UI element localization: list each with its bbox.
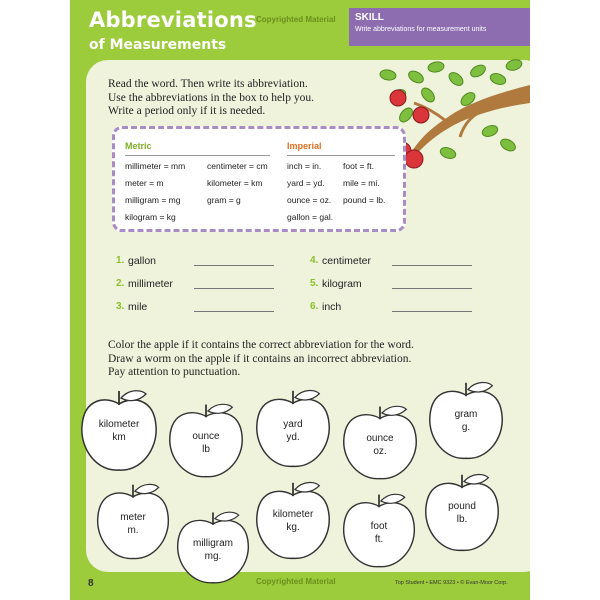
- exercise-number: 2.: [116, 278, 125, 289]
- answer-line[interactable]: [392, 311, 472, 312]
- apple-abbreviation: g.: [461, 422, 471, 433]
- instruction-line: Pay attention to punctuation.: [108, 366, 241, 378]
- exercise-number: 6.: [310, 301, 319, 312]
- imperial-abbreviation: mile = mi.: [343, 178, 380, 188]
- apple-abbreviation: yd.: [286, 432, 300, 443]
- exercise-word: inch: [322, 301, 342, 313]
- apple-abbreviation: oz.: [373, 446, 387, 457]
- apple-abbreviation: ft.: [374, 534, 384, 545]
- answer-line[interactable]: [194, 288, 274, 289]
- apple-foot-ft[interactable]: [340, 490, 418, 572]
- metric-abbreviation: millimeter = mm: [125, 161, 186, 171]
- metric-heading: Metric: [125, 141, 152, 151]
- exercise-number: 5.: [310, 278, 319, 289]
- imperial-abbreviation: foot = ft.: [343, 161, 374, 171]
- metric-abbreviation: meter = m: [125, 178, 164, 188]
- answer-line[interactable]: [392, 265, 472, 266]
- exercise-word: gallon: [128, 255, 157, 267]
- apple-milligram-mg[interactable]: [174, 508, 252, 588]
- apple-word: pound: [448, 501, 476, 512]
- apple-yard-yd[interactable]: [253, 386, 333, 472]
- imperial-abbreviation: inch = in.: [287, 161, 322, 171]
- instruction-line: Write a period only if it is needed.: [108, 105, 266, 117]
- apple-word: ounce: [192, 431, 220, 442]
- apple-pound-lb[interactable]: [422, 470, 502, 556]
- apple-gram-g[interactable]: [426, 378, 506, 464]
- exercise-word: millimeter: [128, 278, 173, 290]
- apple-kilometer-kg[interactable]: [253, 478, 333, 564]
- answer-line[interactable]: [194, 311, 274, 312]
- apple-word: ounce: [366, 433, 394, 444]
- imperial-heading: Imperial: [287, 141, 322, 151]
- apple-word: meter: [120, 512, 146, 523]
- exercise-word: kilogram: [322, 278, 362, 290]
- metric-divider: [125, 155, 270, 156]
- imperial-abbreviation: ounce = oz.: [287, 195, 332, 205]
- apple-word: gram: [454, 409, 478, 420]
- instruction-line: Draw a worm on the apple if it contains an incorrect abbreviation.: [108, 352, 412, 365]
- apple-abbreviation: lb: [202, 444, 210, 455]
- skill-description: Write abbreviations for measurement units: [355, 26, 487, 33]
- answer-line[interactable]: [194, 265, 274, 266]
- page-title: Abbreviations: [89, 8, 257, 32]
- exercise-word: centimeter: [322, 255, 372, 267]
- exercise-word: mile: [128, 301, 148, 313]
- instruction-line: Read the word. Then write its abbreviation.: [108, 78, 308, 90]
- instruction-line: Color the apple if it contains the correct abbreviation for the word.: [108, 339, 414, 351]
- publisher-credit: Top Student • EMC 9323 • © Evan-Moor Corp.: [395, 580, 508, 586]
- metric-abbreviation: gram = g: [207, 195, 241, 205]
- apple-abbreviation: lb.: [456, 514, 468, 525]
- metric-abbreviation: kilogram = kg: [125, 212, 176, 222]
- instructions-part1: [108, 78, 388, 119]
- skill-title: SKILL: [355, 12, 384, 23]
- apple-abbreviation: km: [112, 432, 126, 443]
- abbreviation-box: [112, 126, 406, 232]
- exercise-number: 4.: [310, 255, 319, 266]
- copyright-top: Copyrighted Material: [256, 15, 336, 24]
- page-number: 8: [88, 578, 94, 589]
- instruction-line: Use the abbreviations in the box to help you.: [108, 91, 315, 104]
- apple-kilometer-km[interactable]: [78, 386, 160, 476]
- copyright-bottom: Copyrighted Material: [256, 577, 336, 586]
- imperial-abbreviation: gallon = gal.: [287, 212, 334, 222]
- metric-abbreviation: milligram = mg: [125, 195, 181, 205]
- imperial-abbreviation: yard = yd.: [287, 178, 325, 188]
- apple-abbreviation: mg.: [204, 551, 222, 562]
- page-subtitle: of Measurements: [89, 37, 227, 53]
- answer-line[interactable]: [392, 288, 472, 289]
- metric-abbreviation: centimeter = cm: [207, 161, 268, 171]
- apple-word: kilometer: [272, 509, 314, 520]
- metric-abbreviation: kilometer = km: [207, 178, 263, 188]
- instructions-part2: [108, 339, 448, 380]
- exercise-number: 3.: [116, 301, 125, 312]
- imperial-divider: [287, 155, 395, 156]
- apple-ounce-oz[interactable]: [340, 402, 420, 484]
- worksheet-page: [70, 0, 530, 600]
- apple-word: foot: [370, 521, 388, 532]
- apple-abbreviation: m.: [127, 525, 139, 536]
- apple-word: kilometer: [98, 419, 140, 430]
- apple-ounce-lb[interactable]: [166, 400, 246, 482]
- apple-word: milligram: [193, 538, 233, 549]
- exercise-number: 1.: [116, 255, 125, 266]
- skill-box: [349, 8, 530, 46]
- imperial-abbreviation: pound = lb.: [343, 195, 386, 205]
- apple-abbreviation: kg.: [286, 522, 300, 533]
- apple-word: yard: [283, 419, 303, 430]
- apple-meter-m[interactable]: [94, 480, 172, 564]
